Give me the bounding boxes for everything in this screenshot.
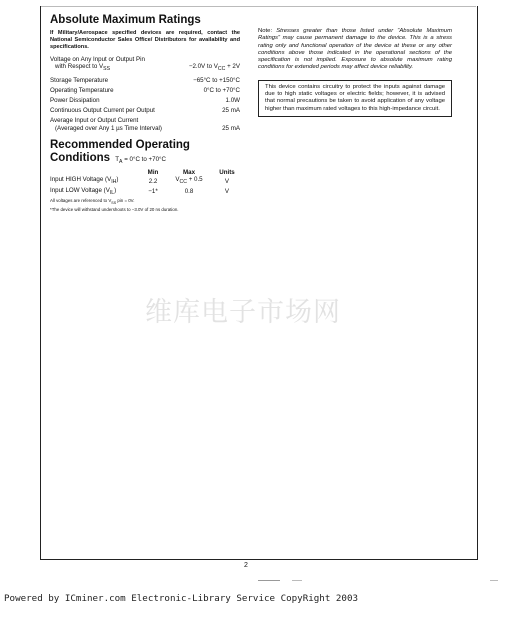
rating-label: Storage Temperature: [50, 76, 109, 84]
max-cell: 0.8: [184, 188, 194, 196]
temp-prefix: T: [115, 155, 120, 163]
table-row: [50, 176, 240, 187]
conditions-word: Conditions: [50, 151, 111, 164]
stress-note: [258, 28, 452, 72]
param-sub: IL: [109, 190, 115, 197]
rating-row: [50, 63, 240, 74]
min-cell: 2.2: [148, 177, 158, 185]
rating-value: [189, 63, 240, 74]
rec-op-heading: [50, 139, 240, 169]
left-column: [50, 14, 240, 213]
footnote-sub: SS: [111, 201, 117, 206]
min-cell: −1*: [148, 188, 158, 196]
esd-warning-box: This device contains circuitry to protect the inputs against damage due to high static voltages or electric fields; however, it is advised that normal precautions be taken to avoid application of any voltage higher than maximum rated voltages to this high-impedance circuit.: [258, 80, 452, 117]
rating-value: −65°C to +150°C: [193, 76, 240, 84]
ratings-list: [50, 56, 240, 133]
col-header-max: Max: [182, 168, 196, 176]
page-number: 2: [244, 562, 248, 569]
rating-value: 25 mA: [222, 107, 240, 115]
rating-row: [50, 97, 240, 105]
right-column: [258, 28, 452, 117]
units-cell: V: [224, 177, 230, 185]
rating-label: (Averaged over Any 1 µs Time Interval): [55, 124, 162, 132]
rec-op-table: [50, 169, 240, 198]
footnote-text: All voltages are referenced to V: [50, 198, 112, 204]
rating-label: Continuous Output Current per Output: [50, 107, 155, 115]
col-header-param: [50, 169, 142, 176]
rating-label-text: with Respect to V: [55, 63, 104, 71]
units-cell: V: [224, 188, 230, 196]
param-tail: ): [116, 176, 119, 184]
max-tail: + 0.5: [186, 176, 203, 184]
max-cell: [164, 176, 214, 187]
temp-tail: = 0°C to +70°C: [122, 155, 166, 163]
table-header-row: [50, 169, 240, 176]
param-text: Input LOW Voltage (V: [50, 186, 110, 194]
rating-value: 25 mA: [222, 124, 240, 132]
rating-value: 0°C to +70°C: [203, 86, 240, 94]
footnote-tail: pin = 0V.: [116, 198, 135, 204]
temp-sub: A: [119, 158, 123, 165]
param-cell: [50, 187, 142, 198]
military-note: If Military/Aerospace specified devices are required, contact the National Semiconductor Sales Office/ Distributors for availability and specifications.: [50, 30, 240, 51]
abs-max-title: Absolute Maximum Ratings: [50, 14, 201, 26]
rating-row: [50, 77, 240, 85]
max-sub: CC: [179, 179, 187, 186]
footnote-undershoot: *The device will withstand undershoots to −3.0V of 20 ns duration.: [50, 207, 179, 213]
rating-value: 1.0W: [225, 97, 240, 104]
scan-mark: [490, 580, 498, 581]
rec-op-title-line2: [50, 152, 240, 169]
rating-value-sub: CC: [217, 66, 226, 73]
table-row: [50, 187, 240, 198]
rating-label: Voltage on Any Input or Output Pin: [50, 55, 145, 63]
rating-row: [50, 117, 240, 125]
param-tail: ): [114, 186, 117, 194]
powered-by-footer: Powered by ICminer.com Electronic-Library Service CopyRight 2003: [4, 593, 359, 604]
rating-value-text: −2.0V to V: [188, 63, 218, 71]
scan-mark: [258, 580, 280, 581]
rating-label: Average Input or Output Current: [50, 117, 139, 125]
param-sub: IH: [111, 179, 117, 186]
scan-mark: [292, 580, 302, 581]
temp-condition: [115, 156, 166, 163]
footnote-reference: [50, 198, 240, 206]
col-header-units: Units: [219, 168, 235, 176]
note-text: Stresses greater than those listed under “Absolute Maximum Ratings” may cause permanent damage to the device. This is a stress rating only and functional operation of the device at these or any other conditions above those indicated in the operational sections of the specification is not implied. Exposure to absolute maximum rating conditions for extended periods may affect device reliability.: [258, 28, 452, 71]
param-cell: [50, 176, 142, 187]
rating-label: Operating Temperature: [50, 86, 114, 94]
rating-label-sub: SS: [103, 66, 111, 73]
rating-row: [50, 125, 240, 133]
rating-row: [50, 56, 240, 64]
rec-op-title: Recommended Operating: [50, 138, 190, 151]
rating-label: [50, 63, 110, 74]
max-text: V: [175, 176, 180, 184]
col-header-min: Min: [147, 168, 159, 176]
watermark: 维库电子市场网: [145, 297, 341, 328]
note-lead: Note:: [258, 28, 277, 34]
rating-row: [50, 107, 240, 115]
rating-row: [50, 87, 240, 95]
rating-value-tail: + 2V: [225, 63, 240, 71]
param-text: Input HIGH Voltage (V: [50, 176, 112, 184]
rating-label: Power Dissipation: [50, 97, 100, 104]
